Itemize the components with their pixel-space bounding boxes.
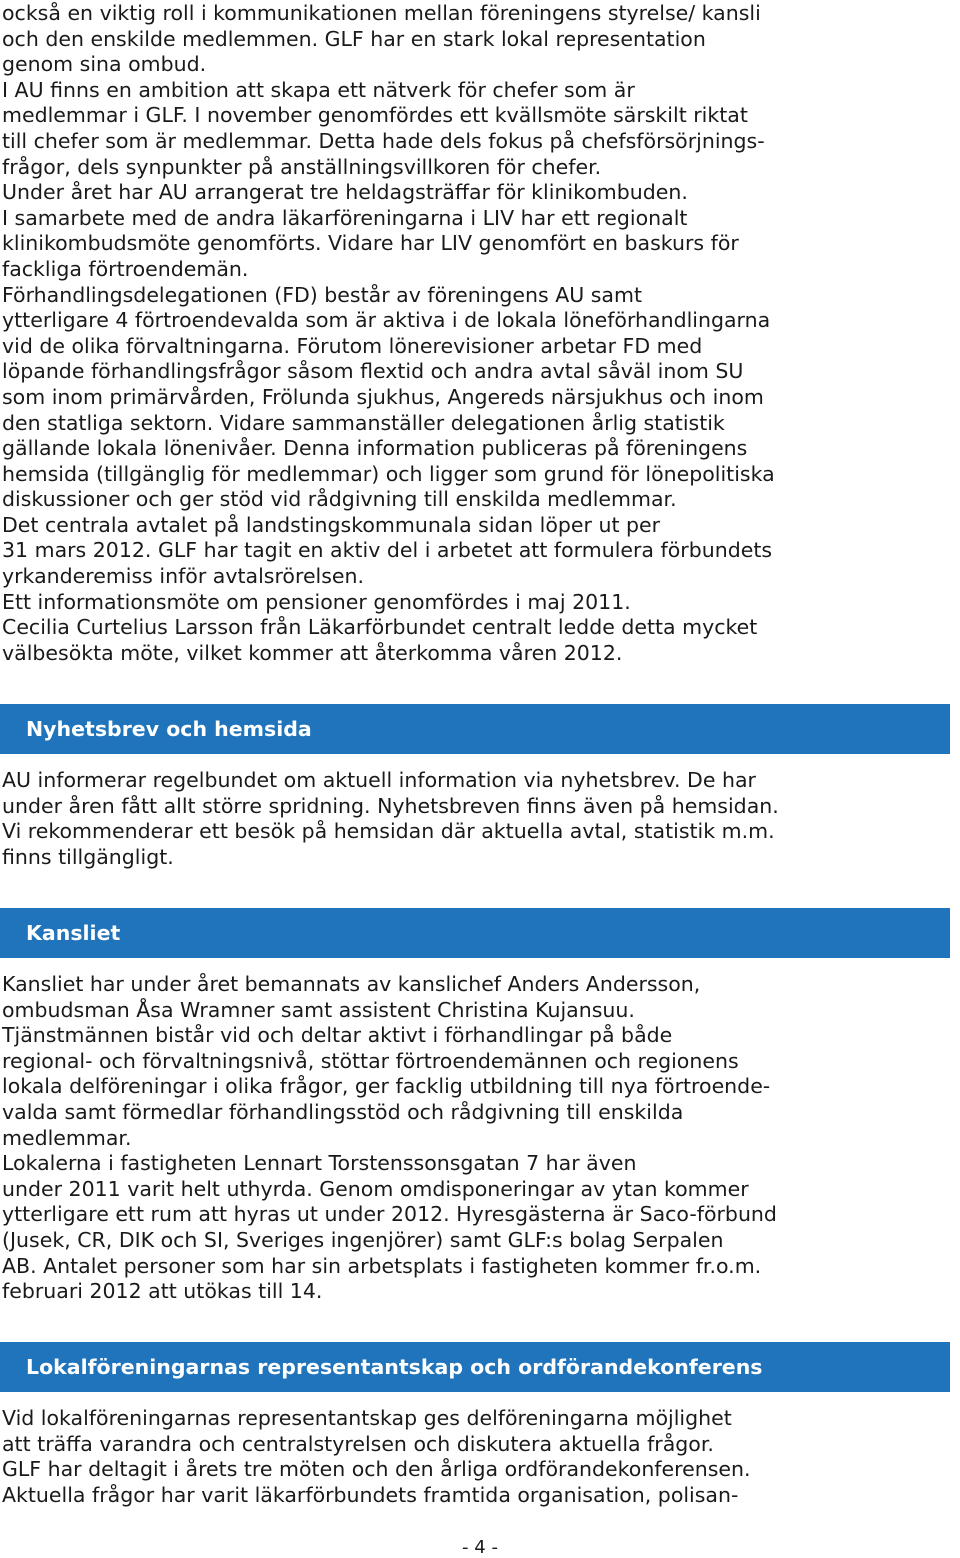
section-heading-office: Kansliet xyxy=(0,908,950,958)
section-heading-representation: Lokalföreningarnas representantskap och ordförandekonferens xyxy=(0,1342,950,1392)
section-text-representation: Vid lokalföreningarnas representantskap ges delföreningarna möjlighet att träffa varandra och centralstyrelsen och diskutera aktuella frågor. GLF har deltagit i årets tre möten och den årliga ordförandekonferensen. Aktuella frågor har varit läkarförbundets framtida organisation, polisan- xyxy=(2,1406,751,1507)
section-text-office: Kansliet har under året bemannats av kanslichef Anders Andersson, ombudsman Åsa Wramner samt assistent Christina Kujansuu. Tjänstmännen bistår vid och deltar aktivt i förhandlingar på både regional- och förvaltningsnivå, stöttar förtroendemännen och regionens lokala delföreningar i olika frågor, ger facklig utbildning till nya förtroende- valda samt förmedlar förhandlingsstöd och rådgivning till enskilda medlemmar. Lokalerna i fastigheten Lennart Torstenssonsgatan 7 har även under 2011 varit helt uthyrda. Genom omdisponeringar av ytan kommer ytterligare ett rum att hyras ut under 2012. Hyresgästerna är Saco-förbund (Jusek, CR, DIK och SI, Sveriges ingenjörer) samt GLF:s bolag Serpalen AB. Antalet personer som har sin arbetsplats i fastigheten kommer fr.o.m. februari 2012 att utökas till 14. xyxy=(2,972,777,1304)
intro-paragraphs: också en viktig roll i kommunikationen mellan föreningens styrelse/ kansli och den enskilde medlemmen. GLF har en stark lokal representation genom sina ombud. I AU finns en ambition att skapa ett nätverk för chefer som är medlemmar i GLF. I november genomfördes ett kvällsmöte särskilt riktat till chefer som är medlemmar. Detta hade dels fokus på chefsförsörjnings- frågor, dels synpunkter på anställningsvillkoren för chefer. Under året har AU arrangerat tre heldagsträffar för klinikombuden. I samarbete med de andra läkarföreningarna i LIV har ett regionalt klinikombudsmöte genomförts. Vidare har LIV genomfört en baskurs för fackliga förtroendemän. Förhandlingsdelegationen (FD) består av föreningens AU samt ytterligare 4 förtroendevalda som är aktiva i de lokala löneförhandlingarna vid de olika förvaltningarna. Förutom lönerevisioner arbetar FD med löpande förhandlingsfrågor såsom flextid och andra avtal såväl inom SU som inom primärvården, Frölunda sjukhus, Angereds närsjukhus och inom den statliga sektorn. Vidare sammanställer delegationen årlig statistik gällande lokala lönenivåer. Denna information publiceras på föreningens hemsida (tillgänglig för medlemmar) och ligger som grund för lönepolitiska diskussioner och ger stöd vid rådgivning till enskilda medlemmar. Det centrala avtalet på landstingskommunala sidan löper ut per 31 mars 2012. GLF har tagit en aktiv del i arbetet att formulera förbundets yrkanderemiss inför avtalsrörelsen. Ett informationsmöte om pensioner genomfördes i maj 2011. Cecilia Curtelius Larsson från Läkarförbundet centralt ledde detta mycket välbesökta möte, vilket kommer att återkomma våren 2012. xyxy=(2,1,775,665)
page-number: - 4 - xyxy=(462,1537,498,1558)
section-text-newsletter: AU informerar regelbundet om aktuell information via nyhetsbrev. De har under åren fått allt större spridning. Nyhetsbreven finns även på hemsidan. Vi rekommenderar ett besök på hemsidan där aktuella avtal, statistik m.m. finns tillgängligt. xyxy=(2,768,779,869)
section-heading-newsletter: Nyhetsbrev och hemsida xyxy=(0,704,950,754)
